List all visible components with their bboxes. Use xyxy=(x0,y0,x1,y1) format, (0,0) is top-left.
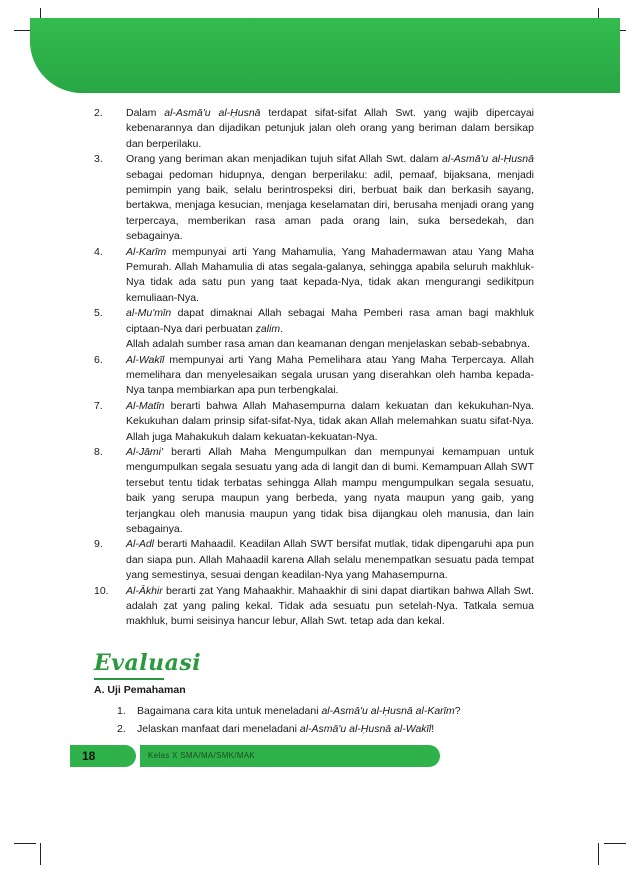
question-item xyxy=(117,702,461,720)
italic-term: Al-Wakīl xyxy=(126,353,165,366)
question-list xyxy=(117,702,461,738)
list-item-number: 6. xyxy=(94,353,103,366)
question-number: 2. xyxy=(117,723,126,735)
list-item-body xyxy=(126,399,534,445)
italic-term: al-Asmā'u al-Ḥusnā xyxy=(164,107,261,119)
list-item-number: 10. xyxy=(94,584,109,597)
text-run: ? xyxy=(454,705,461,717)
italic-term: al-Mu'mīn xyxy=(126,307,172,320)
list-item-body xyxy=(126,537,534,583)
italic-term: Al-Ākhir xyxy=(126,584,163,597)
text-run: Orang yang beriman akan menjadikan tujuh sifat Allah Swt. dalam xyxy=(126,153,443,166)
question-text xyxy=(137,702,461,720)
list-item-body xyxy=(126,445,534,537)
list-item-number: 2. xyxy=(94,107,103,119)
list-item-extra: Allah adalah sumber rasa aman dan keamanan dengan menjelaskan sebab-sebabnya. xyxy=(126,338,530,351)
italic-term: al-Asmā'u al-Ḥusnā xyxy=(442,153,534,166)
list-item-body xyxy=(126,353,534,399)
text-run: Dalam xyxy=(126,107,165,119)
text-run: berarti ẓat Yang Mahaakhir. Mahaakhir di sini dapat diartikan bahwa Allah Swt. adalah ẓat yang paling kekal. Tidak ada sesuatu pun setelah-Nya. Tatkala semua makhluk, bumi seisinya hancur lebur, Allah Swt. tetap ada dan kekal. xyxy=(126,584,534,628)
list-item-body xyxy=(126,306,534,352)
italic-term: al-Asmā'u al-Ḥusnā al-Wakīl xyxy=(299,723,432,735)
page-number: 18 xyxy=(70,745,136,767)
crop-mark xyxy=(14,843,36,844)
list-item-number: 8. xyxy=(94,445,103,458)
evaluasi-heading: Evaluasi xyxy=(94,650,202,676)
list-item-number: 4. xyxy=(94,245,103,258)
text-run: mempunyai arti Yang Maha Pemelihara atau Yang Maha Terpercaya. Allah memelihara dan menyelesaikan segala urusan yang diserahkan oleh hamba kepada-Nya tanpa membiarkan apa pun terbengkalai. xyxy=(126,353,534,397)
text-run: berarti Allah Maha Mengumpulkan dan mempunyai kemampuan untuk mengumpulkan segala sesuatu yang ada di langit dan di bumi. Kemampuan Allah SWT tersebut tentu tidak terbatas sehingga Allah mampu mengumpulkan segala sesuatu, baik yang serupa maupun yang berbeda, yang nyata maupun yang gaib, yang terjangkau oleh manusia maupun yang tidak bisa dijangkau oleh manusia, dan lain sebagainya. xyxy=(126,445,534,535)
header-band xyxy=(30,18,620,93)
crop-mark xyxy=(604,843,626,844)
evaluasi-underline xyxy=(94,678,164,680)
text-run: sebagai pedoman hidupnya, dengan berperilaku: adil, pemaaf, bijaksana, menjadi pemimpin yang baik, selalu berintrospeksi diri, berbuat baik dan berkasih sayang, bertakwa, menjaga kesucian, menjaga keselamatan diri, berusaha menjadi orang yang terpercaya, memberikan rasa aman pada orang lain, suka bersedekah, dan sebagainya. xyxy=(126,168,534,243)
italic-term: Al-Matīn xyxy=(126,399,165,412)
crop-mark xyxy=(598,843,599,865)
list-item-number: 7. xyxy=(94,399,103,412)
list-item-body xyxy=(126,245,534,307)
question-item xyxy=(117,720,461,738)
question-number: 1. xyxy=(117,705,126,717)
list-item-number: 9. xyxy=(94,538,103,551)
list-item xyxy=(94,152,534,244)
list-item xyxy=(94,537,534,583)
list-item xyxy=(94,399,534,445)
list-item-body xyxy=(126,106,534,152)
text-run: berarti Mahaadil. Keadilan Allah SWT bersifat mutlak, tidak dipengaruhi apa pun dan siapa pun. Allah Mahaadil karena Allah selalu menempatkan sesuatu pada tempat yang semestinya, sesuai dengan keadilan-Nya yang Mahasempurna. xyxy=(126,538,534,582)
italic-term: ẓalim xyxy=(255,322,281,335)
italic-term: al-Asmā'u al-Ḥusnā al-Karīm xyxy=(321,705,455,717)
text-run: dapat dimaknai Allah sebagai Maha Pemberi rasa aman bagi makhluk ciptaan-Nya dari perbuatan xyxy=(126,307,534,335)
list-item xyxy=(94,306,534,352)
book-label: Kelas X SMA/MA/SMK/MAK xyxy=(140,745,440,767)
question-text xyxy=(137,720,434,738)
list-item-number: 5. xyxy=(94,307,103,320)
list-item xyxy=(94,445,534,537)
text-run: mempunyai arti Yang Mahamulia, Yang Mahadermawan atau Yang Maha Pemurah. Allah Mahamulia di atas segala-galanya, sehingga apabila seluruh makhluk-Nya tidak ada satu pun yang taat kepada-Nya, tidak akan mengurangi sedikitpun kemuliaan-Nya. xyxy=(126,245,534,304)
text-run: ! xyxy=(431,723,435,735)
italic-term: Al-Adl xyxy=(126,538,155,551)
numbered-list xyxy=(94,106,534,630)
list-item-number: 3. xyxy=(94,153,103,166)
text-run: Jelaskan manfaat dari meneladani xyxy=(137,723,300,735)
crop-mark xyxy=(40,843,41,865)
list-item-body xyxy=(126,584,534,630)
text-run: berarti bahwa Allah Mahasempurna dalam kekuatan dan kekukuhan-Nya. Kekukuhan dalam prinsip sifat-sifat-Nya, tidak akan Allah melemahkan suatu sifat-Nya. Allah juga Mahakukuh dalam kekuatan-kekuatan-Nya. xyxy=(126,399,534,443)
list-item-body xyxy=(126,152,534,244)
text-run: Bagaimana cara kita untuk meneladani xyxy=(137,705,322,717)
italic-term: Al-Jāmi' xyxy=(126,445,164,458)
list-item xyxy=(94,584,534,630)
text-run: . xyxy=(280,322,284,335)
italic-term: Al-Karīm xyxy=(126,245,167,258)
text-run: terdapat sifat-sifat Allah Swt. yang wajib dipercayai kebenarannya dan dijadikan petunjuk jalan oleh orang yang beriman dalam bersikap dan berperilaku. xyxy=(126,107,534,150)
list-item xyxy=(94,106,534,152)
list-item xyxy=(94,245,534,307)
list-item xyxy=(94,353,534,399)
section-a-heading: A. Uji Pemahaman xyxy=(94,684,186,696)
